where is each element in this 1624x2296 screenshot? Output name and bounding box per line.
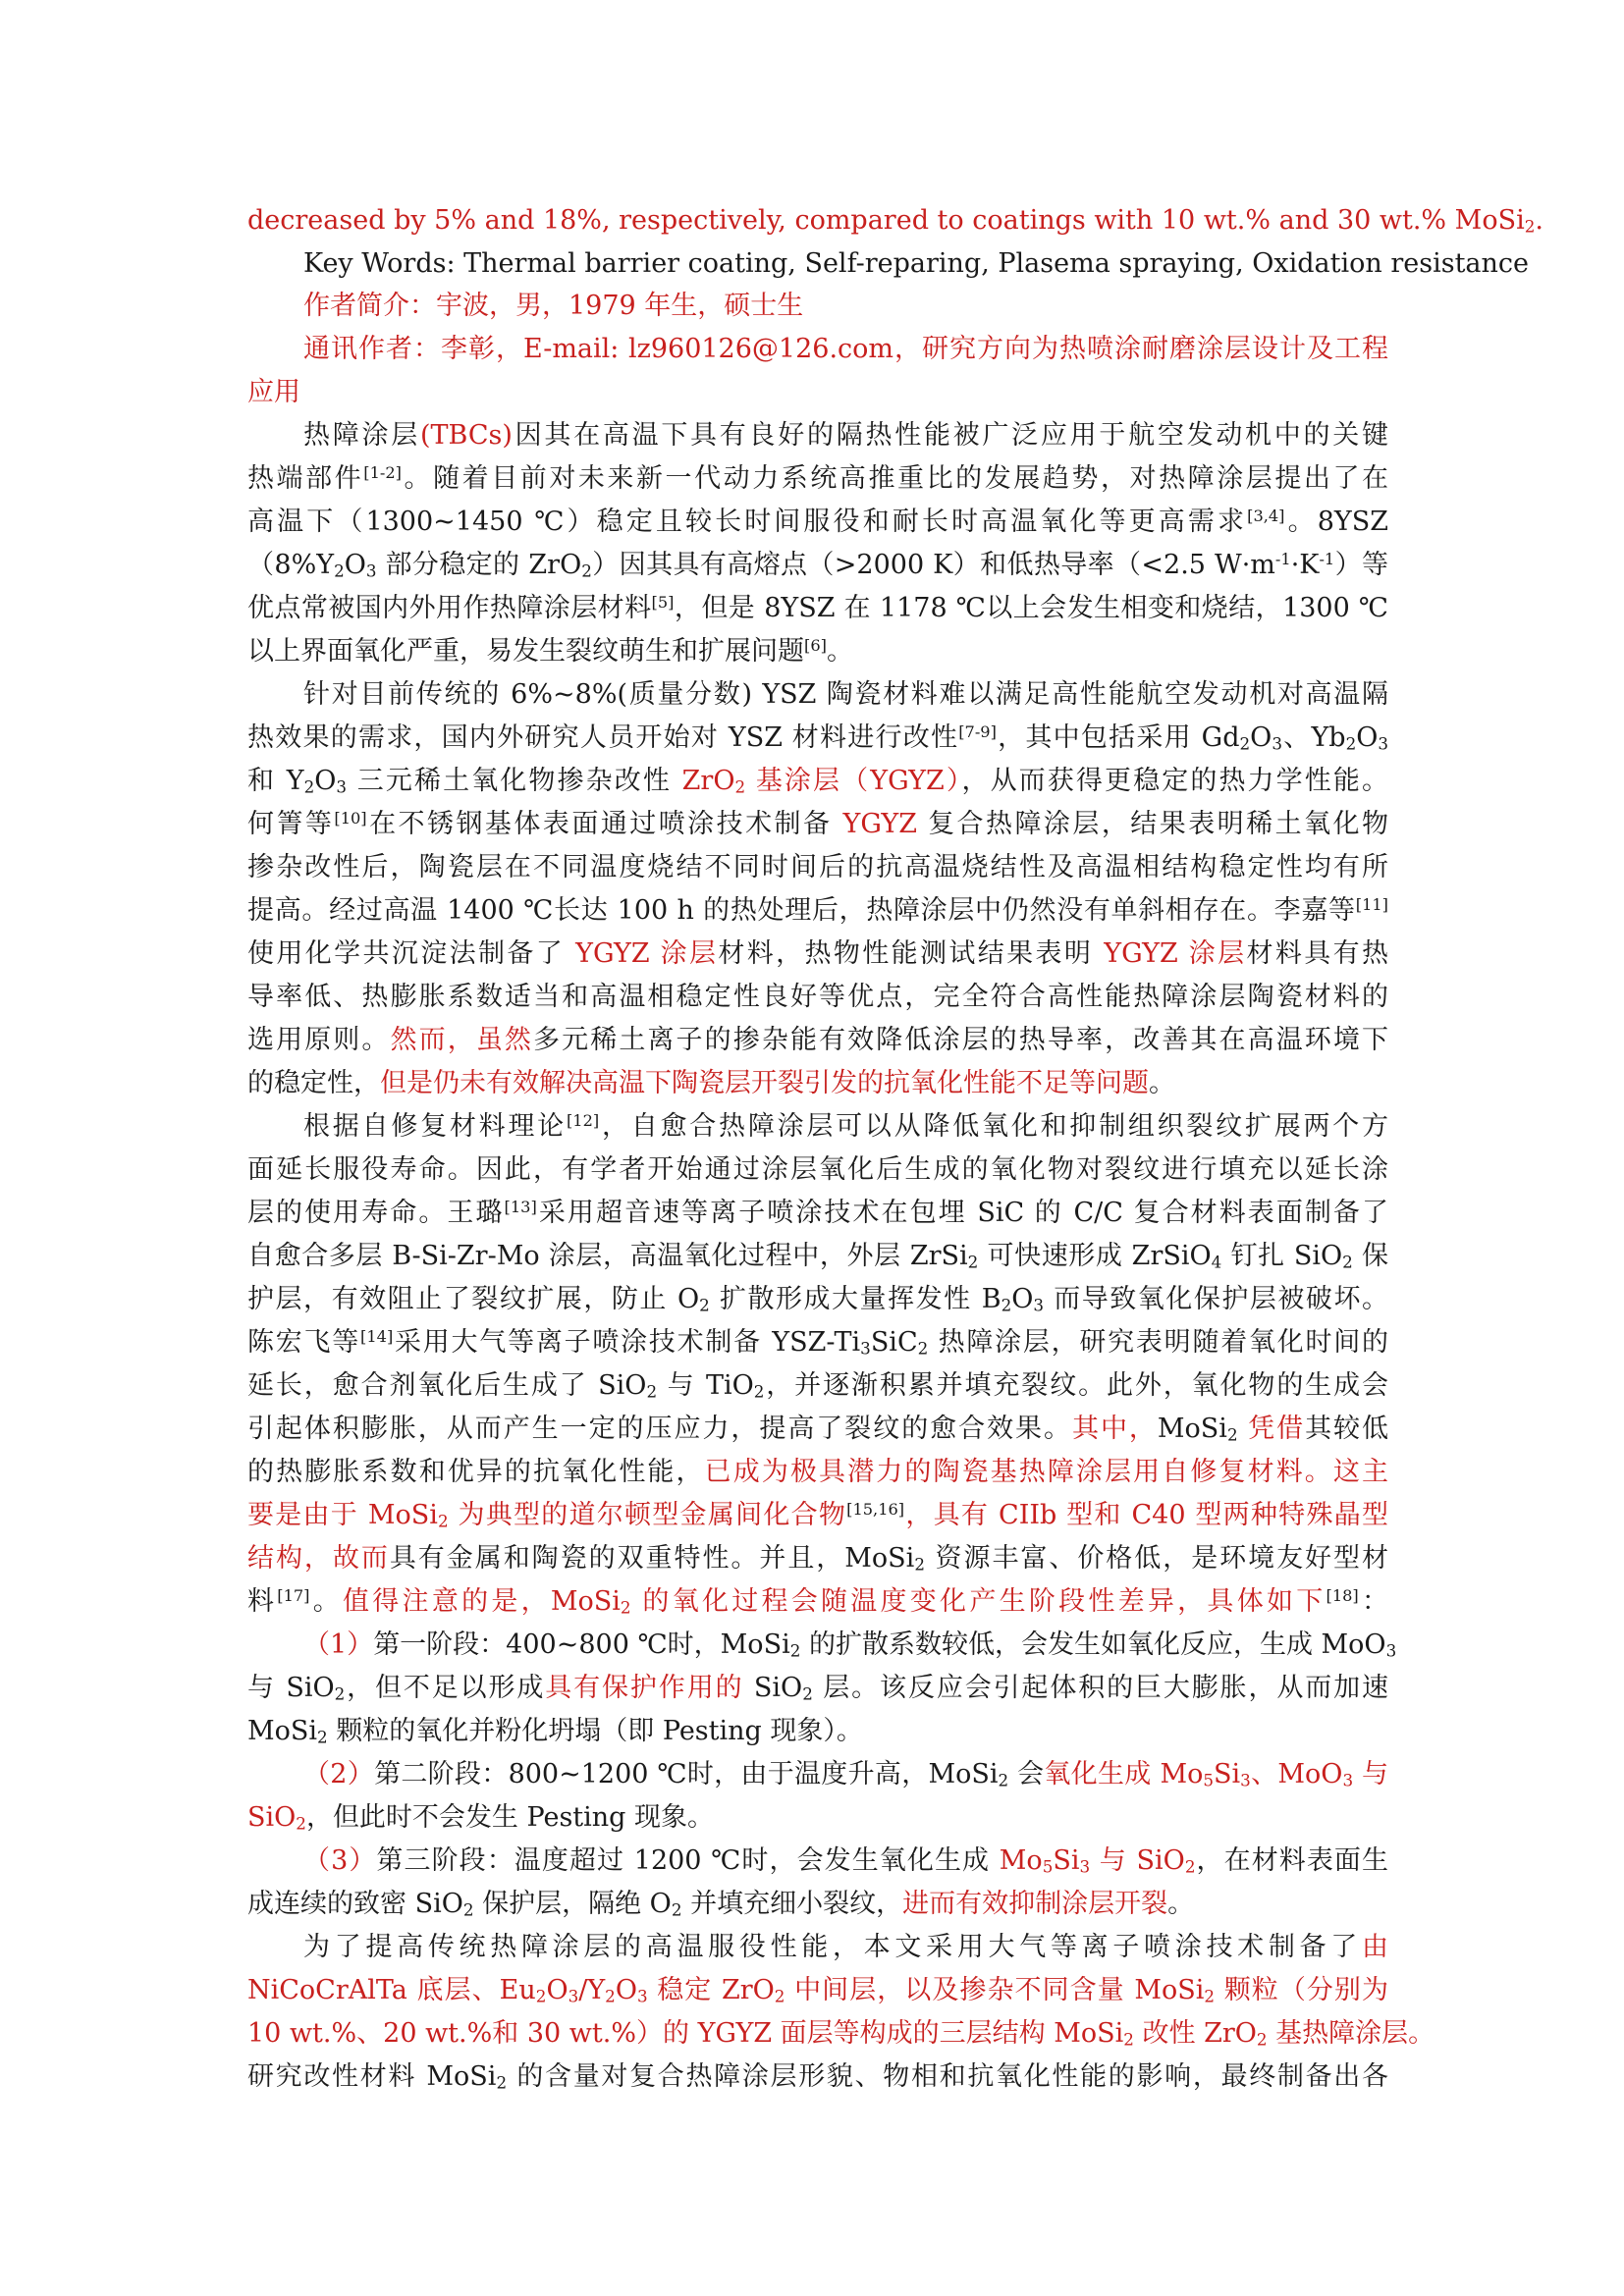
para2-line9: 选用原则。然而，虽然多元稀土离子的掺杂能有效降低涂层的热导率，改善其在高温环境下 [247, 1025, 1389, 1055]
para2-line8: 导率低、热膨胀系数适当和高温相稳定性良好等优点，完全符合高性能热障涂层陶瓷材料的 [247, 982, 1388, 1012]
para2-line7: 使用化学共沉淀法制备了 YGYZ 涂层材料，热物性能测试结果表明 YGYZ 涂层材料具有热 [247, 938, 1388, 969]
para3-line10: 要是由于 MoSi$_2$ 为典型的道尔顿型金属间化合物[15,16]，具有 CIIb 型和 C40 型两种特殊晶型 [247, 1500, 1388, 1531]
para2-line1: 针对目前传统的 6%~8%(质量分数) YSZ 陶瓷材料难以满足高性能航空发动机对高温隔 [303, 679, 1388, 710]
para3-line7: 延长，愈合剂氧化后生成了 SiO$_2$ 与 TiO$_2$，并逐渐积累并填充裂纹。此外，氧化物的生成会 [247, 1370, 1389, 1402]
abstract-end-line: decreased by 5% and 18%, respectively, compared to coatings with 10 wt.% and 30 wt.% MoSi$_2$. [247, 205, 1543, 237]
stage1-line3: MoSi$_2$ 颗粒的氧化并粉化坍塌（即 Pesting 现象）。 [247, 1716, 863, 1747]
para4-line3: 10 wt.%、20 wt.%和 30 wt.%）的 YGYZ 面层等构成的三层结构 MoSi$_2$ 改性 ZrO$_2$ 基热障涂层。 [247, 2018, 1435, 2050]
para3-line2: 面延长服役寿命。因此，有学者开始通过涂层氧化后生成的氧化物对裂纹进行填充以延长涂 [247, 1154, 1388, 1185]
para2-line5: 掺杂改性后，陶瓷层在不同温度烧结不同时间后的抗高温烧结性及高温相结构稳定性均有所 [247, 852, 1388, 882]
corresponding-author-line-1: 通讯作者：李彰，E-mail: lz960126@126.com，研究方向为热喷涂耐磨涂层设计及工程 [303, 334, 1388, 364]
para1-line4: （$8\%Y_2O_3$ 部分稳定的 ZrO$_2$）因其具有高熔点（>2000 K）和低热导率（<2.5 $W\cdot m^{-1}\cdot K^{-1}$）等 [247, 550, 1389, 581]
para3-line9: 的热膨胀系数和优异的抗氧化性能，已成为极具潜力的陶瓷基热障涂层用自修复材料。这主 [247, 1457, 1388, 1487]
para3-line11: 结构，故而具有金属和陶瓷的双重特性。并且，MoSi$_2$ 资源丰富、价格低，是环境友好型材 [247, 1543, 1388, 1575]
para1-line6: 以上界面氧化严重，易发生裂纹萌生和扩展问题[6]。 [247, 636, 853, 667]
para2-line10: 的稳定性，但是仍未有效解决高温下陶瓷层开裂引发的抗氧化性能不足等问题。 [247, 1068, 1175, 1098]
para2-line2: 热效果的需求，国内外研究人员开始对 YSZ 材料进行改性[7-9]，其中包括采用 $Gd_2O_3$、$Yb_2O_3$ [247, 722, 1389, 754]
keywords-line: Key Words: Thermal barrier coating, Self-reparing, Plasema spraying, Oxidation resistance [303, 248, 1530, 279]
stage1-line2: 与 SiO$_2$，但不足以形成具有保护作用的 SiO$_2$ 层。该反应会引起体积的巨大膨胀，从而加速 [247, 1673, 1388, 1704]
para4-line4: 研究改性材料 MoSi$_2$ 的含量对复合热障涂层形貌、物相和抗氧化性能的影响，最终制备出各 [247, 2061, 1388, 2093]
corresponding-author-line-2: 应用 [247, 377, 300, 407]
para2-line3: 和 $Y_2O_3$ 三元稀土氧化物掺杂改性 ZrO$_2$ 基涂层（YGYZ），从而获得更稳定的热力学性能。 [247, 766, 1388, 797]
para1-line5: 优点常被国内外用作热障涂层材料[5]，但是 8YSZ 在 1178 ℃以上会发生相变和烧结，1300 ℃ [247, 593, 1388, 623]
para3-line6: 陈宏飞等[14]采用大气等离子喷涂技术制备 YSZ-$Ti_3SiC_2$ 热障涂层，研究表明随着氧化时间的 [247, 1327, 1389, 1359]
para1-line3: 高温下（1300~1450 ℃）稳定且较长时间服役和耐长时高温氧化等更高需求[3,4]。8YSZ [247, 507, 1388, 537]
para4-line2: NiCoCrAlTa 底层、$Eu_2O_3/Y_2O_3$ 稳定 ZrO$_2$ 中间层，以及掺杂不同含量 MoSi$_2$ 颗粒（分别为 [247, 1975, 1388, 2006]
stage2-line1: （2）第二阶段：800~1200 ℃时，由于温度升高，MoSi$_2$ 会氧化生成 $Mo_5Si_3$、MoO$_3$ 与 [303, 1759, 1388, 1790]
para3-line8: 引起体积膨胀，从而产生一定的压应力，提高了裂纹的愈合效果。其中，MoSi$_2$ 凭借其较低 [247, 1414, 1389, 1445]
para3-line4: 自愈合多层 B-Si-Zr-Mo 涂层，高温氧化过程中，外层 ZrSi$_2$ 可快速形成 ZrSiO$_4$ 钉扎 SiO$_2$ 保 [247, 1241, 1388, 1272]
para2-line6: 提高。经过高温 1400 ℃长达 100 h 的热处理后，热障涂层中仍然没有单斜相存在。李嘉等[11] [247, 895, 1388, 926]
stage3-line1: （3）第三阶段：温度超过 1200 ℃时，会发生氧化生成 $Mo_5Si_3$ 与 SiO$_2$，在材料表面生 [303, 1845, 1389, 1877]
stage3-line2: 成连续的致密 SiO$_2$ 保护层，隔绝 $O_2$ 并填充细小裂纹，进而有效抑制涂层开裂。 [247, 1889, 1195, 1920]
para1-line1: 热障涂层(TBCs)因其在高温下具有良好的隔热性能被广泛应用于航空发动机中的关键 [303, 420, 1389, 451]
stage1-line1: （1）第一阶段：400~800 ℃时，MoSi$_2$ 的扩散系数较低，会发生如氧化反应，生成 MoO$_3$ [303, 1629, 1397, 1661]
author-intro-line: 作者简介：宇波，男，1979 年生，硕士生 [303, 291, 804, 321]
para3-line5: 护层，有效阻止了裂纹扩展，防止 $O_2$ 扩散形成大量挥发性 $B_2O_3$ 而导致氧化保护层被破坏。 [247, 1284, 1388, 1315]
para4-line1: 为了提高传统热障涂层的高温服役性能，本文采用大气等离子喷涂技术制备了由 [303, 1932, 1388, 1962]
para1-line2: 热端部件[1-2]。随着目前对未来新一代动力系统高推重比的发展趋势，对热障涂层提出了在 [247, 463, 1389, 494]
para3-line12: 料[17]。值得注意的是，MoSi$_2$ 的氧化过程会随温度变化产生阶段性差异，具体如下[18]： [247, 1586, 1388, 1618]
stage2-line2: SiO$_2$，但此时不会发生 Pesting 现象。 [247, 1802, 715, 1834]
para2-line4: 何箐等[10]在不锈钢基体表面通过喷涂技术制备 YGYZ 复合热障涂层，结果表明稀土氧化物 [247, 809, 1388, 839]
para3-line3: 层的使用寿命。王璐[13]采用超音速等离子喷涂技术在包埋 SiC 的 C/C 复合材料表面制备了 [247, 1198, 1388, 1228]
para3-line1: 根据自修复材料理论[12]，自愈合热障涂层可以从降低氧化和抑制组织裂纹扩展两个方 [303, 1111, 1389, 1142]
